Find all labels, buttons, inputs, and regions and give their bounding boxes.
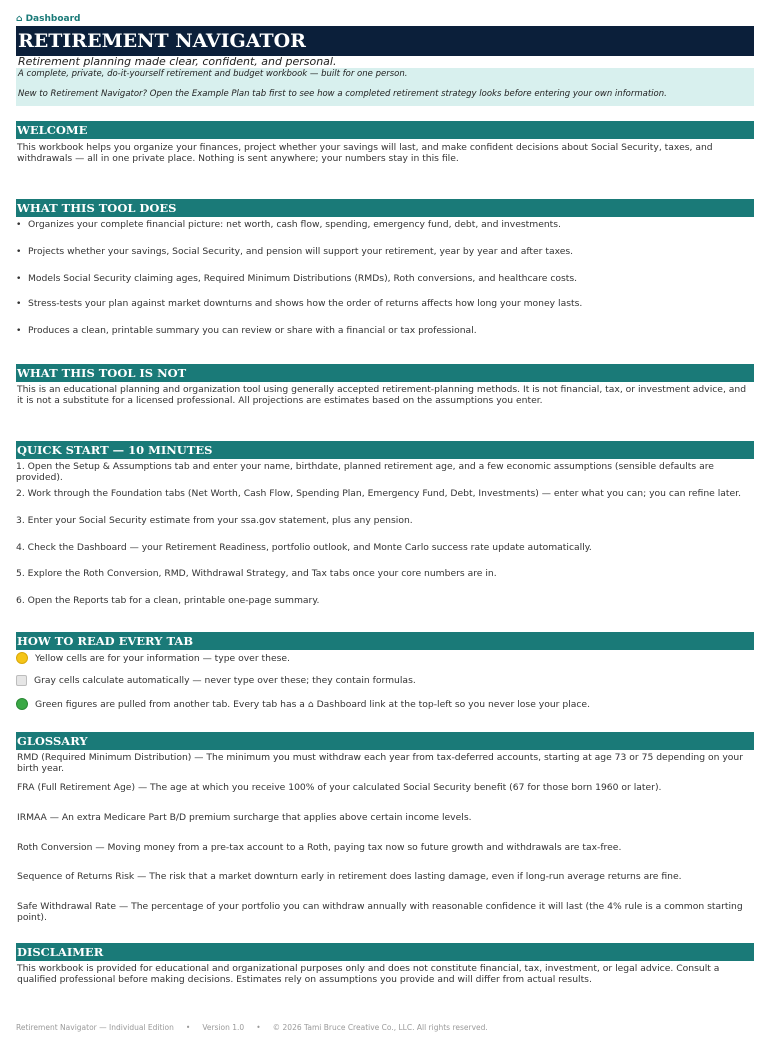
yellow-circle-icon [16,652,28,664]
step-item: 5. Explore the Roth Conversion, RMD, Withdrawal Strategy, and Tax tabs once your core numbers are in. [16,568,497,579]
footer-separator: • [256,1023,261,1032]
bullet: • [16,273,22,284]
disclaimer-text: This workbook is provided for educational and organizational purposes only and does not constitute financial, tax, investment, or legal advice. Consult a qualified professional before making decisions. Estimates rely on assumptions you provide and will differ from actual results. [17,963,720,985]
legend-row-green [16,698,590,710]
is-not-text: This is an educational planning and organization tool using generally accepted retirement-planning methods. It is not financial, tax, or investment advice, and it is not a substitute for a licensed professional. All projections are estimates based on the assumptions you enter. [17,384,747,406]
list-item-text: Models Social Security claiming ages, Required Minimum Distributions (RMDs), Roth conversions, and healthcare costs. [28,273,578,284]
glossary-heading: GLOSSARY [16,732,754,750]
list-item [16,246,751,257]
legend-row-yellow [16,652,290,664]
step-item: 3. Enter your Social Security estimate from your ssa.gov statement, plus any pension. [16,515,413,526]
bullet: • [16,325,22,336]
bullet: • [16,219,22,230]
page-title: RETIREMENT NAVIGATOR [16,26,754,56]
list-item [16,219,751,230]
footer-edition: Retirement Navigator — Individual Edition [16,1023,174,1032]
tagline: Retirement planning made clear, confident, and personal. [18,55,337,68]
legend-text: Yellow cells are for your information — type over these. [35,652,290,664]
welcome-heading: WELCOME [16,121,754,139]
intro-line-2: New to Retirement Navigator? Open the Example Plan tab first to see how a completed retirement strategy looks before entering your own information. [18,89,667,99]
bullet: • [16,298,22,309]
does-heading: WHAT THIS TOOL DOES [16,199,754,217]
legend-text: Gray cells calculate automatically — never type over these; they contain formulas. [34,675,416,686]
gray-square-icon [16,675,27,686]
list-item-text: Stress-tests your plan against market downturns and shows how the order of returns affects how long your money lasts. [28,298,583,309]
list-item-text: Produces a clean, printable summary you can review or share with a financial or tax professional. [28,325,477,336]
step-item: 1. Open the Setup & Assumptions tab and enter your name, birthdate, planned retirement age, and a few economic assumptions (sensible defaults are provided). [16,461,714,483]
step-item: 6. Open the Reports tab for a clean, printable one-page summary. [16,595,320,606]
glossary-entry: IRMAA — An extra Medicare Part B/D premium surcharge that applies above certain income levels. [17,812,472,823]
list-item [16,298,751,309]
list-item-text: Organizes your complete financial picture: net worth, cash flow, spending, emergency fund, debt, and investments. [28,219,561,230]
step-item: 2. Work through the Foundation tabs (Net Worth, Cash Flow, Spending Plan, Emergency Fund, Debt, Investments) — enter what you can; you can refine later. [16,488,742,499]
step-item: 4. Check the Dashboard — your Retirement Readiness, portfolio outlook, and Monte Carlo success rate update automatically. [16,542,592,553]
footer-copyright: © 2026 Tami Bruce Creative Co., LLC. All rights reserved. [272,1023,488,1032]
footer-version: Version 1.0 [202,1023,245,1032]
intro-line-1: A complete, private, do-it-yourself retirement and budget workbook — built for one person. [18,69,408,79]
disclaimer-heading: DISCLAIMER [16,943,754,961]
green-circle-icon [16,698,28,710]
legend-text: Green figures are pulled from another tab. Every tab has a ⌂ Dashboard link at the top-left so you never lose your place. [35,698,590,710]
quick-start-heading: QUICK START — 10 MINUTES [16,441,754,459]
dashboard-link[interactable]: ⌂ Dashboard [16,14,81,24]
footer-separator: • [185,1023,191,1032]
glossary-entry: Safe Withdrawal Rate — The percentage of your portfolio you can withdraw annually with reasonable confidence it will last (the 4% rule is a common starting point). [17,901,743,923]
glossary-entry: FRA (Full Retirement Age) — The age at which you receive 100% of your calculated Social Security benefit (67 for those born 1960 or later). [17,782,662,793]
legend-row-gray [16,675,416,686]
how-to-read-heading: HOW TO READ EVERY TAB [16,632,754,650]
intro-box [16,68,754,106]
glossary-entry: Sequence of Returns Risk — The risk that a market downturn early in retirement does lasting damage, even if long-run average returns are fine. [17,871,682,882]
list-item [16,273,751,284]
footer [16,1023,488,1032]
glossary-entry: RMD (Required Minimum Distribution) — The minimum you must withdraw each year from tax-deferred accounts, starting at age 73 or 75 depending on your birth year. [17,752,743,774]
bullet: • [16,246,22,257]
welcome-text: This workbook helps you organize your finances, project whether your savings will last, and make confident decisions about Social Security, taxes, and withdrawals — all in one private place. Nothing is sent anywhere; your numbers stay in this file. [17,142,713,164]
is-not-heading: WHAT THIS TOOL IS NOT [16,364,754,382]
list-item-text: Projects whether your savings, Social Security, and pension will support your retirement, year by year and after taxes. [28,246,574,257]
glossary-entry: Roth Conversion — Moving money from a pre-tax account to a Roth, paying tax now so future growth and withdrawals are tax-free. [17,842,622,853]
list-item [16,325,751,336]
